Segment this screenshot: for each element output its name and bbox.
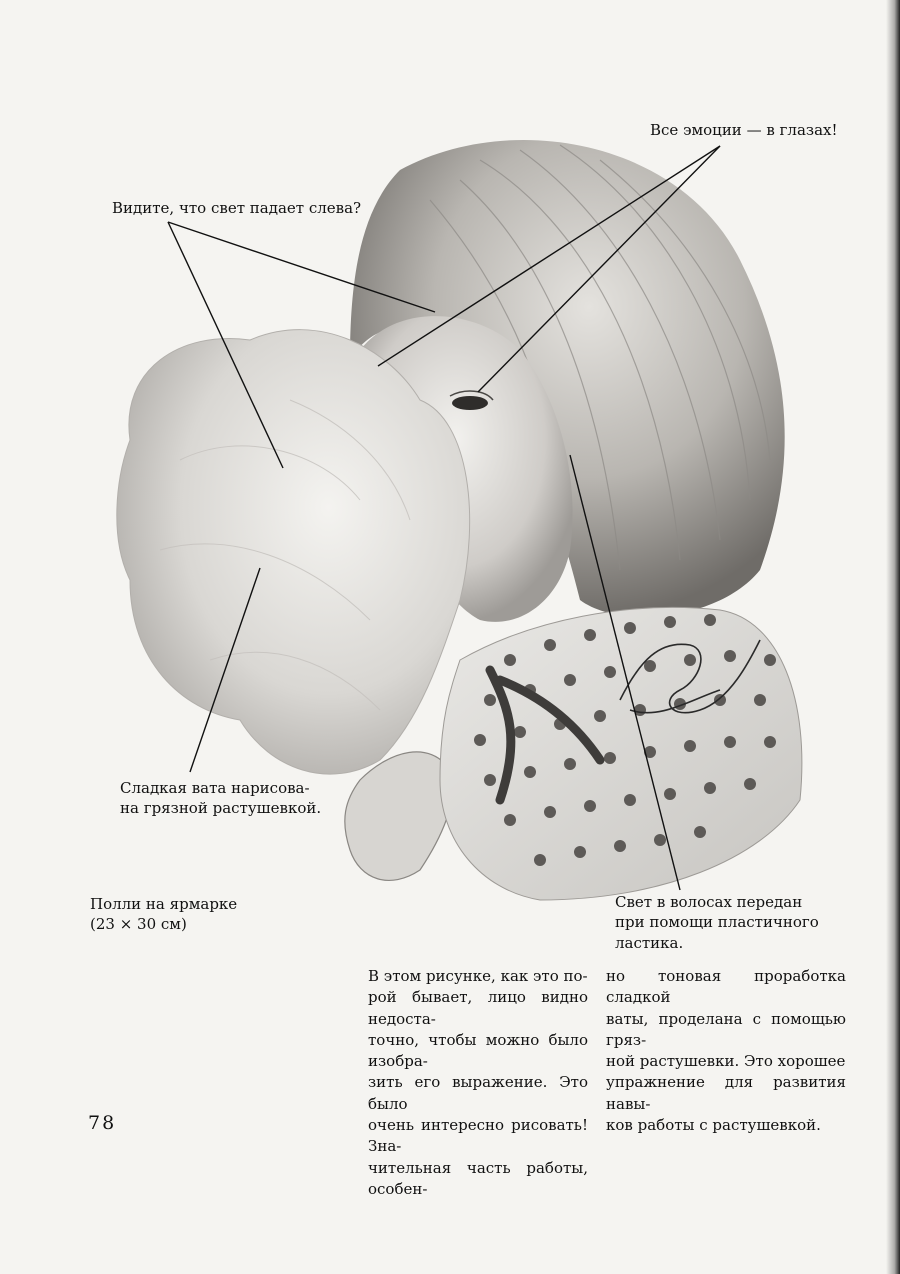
callout-hair-light — [615, 892, 819, 953]
callout-light-direction: Видите, что свет падает слева? — [112, 199, 362, 217]
polka-dot-scarf — [440, 607, 802, 900]
callout-hair-light-line3: ластика. — [615, 933, 684, 952]
body-line: ной растушевки. Это хорошее — [606, 1052, 846, 1071]
callout-hair-light-line1: Свет в волосах передан — [615, 893, 803, 911]
body-line: упражнение для развития навы- — [606, 1073, 846, 1113]
page-number: 78 — [88, 1112, 117, 1134]
body-line: точно, чтобы можно было изобра- — [368, 1030, 588, 1071]
body-line: чительная часть работы, особен- — [368, 1158, 588, 1198]
caption-size: (23 × 30 см) — [90, 915, 187, 934]
body-line: но тоновая проработка сладкой — [606, 967, 846, 1007]
body-line: ваты, проделана с помощью гряз- — [606, 1009, 846, 1049]
callout-emotions: Все эмоции — в глазах! — [650, 121, 838, 139]
body-text-column-2 — [606, 966, 846, 1136]
body-line: В этом рисунке, как это по- — [368, 967, 588, 985]
body-line: рой бывает, лицо видно недоста- — [368, 988, 588, 1028]
illustration-caption — [90, 894, 237, 935]
body-text-column-1 — [368, 966, 588, 1200]
body-line: зить его выражение. Это было — [368, 1073, 588, 1113]
pencil-drawing-illustration — [60, 100, 840, 960]
callout-cotton-candy-line1: Сладкая вата нарисова- — [120, 779, 310, 797]
cotton-candy-shape — [117, 330, 470, 774]
body-line: ков работы с растушевкой. — [606, 1116, 821, 1135]
page-edge-shadow — [886, 0, 900, 1274]
caption-title: Полли на ярмарке — [90, 895, 238, 913]
callout-cotton-candy-line2: на грязной растушевкой. — [120, 799, 322, 818]
body-line: очень интересно рисовать! Зна- — [368, 1116, 588, 1156]
callout-hair-light-line2: при помощи пластичного — [615, 913, 819, 932]
callout-cotton-candy — [120, 778, 321, 819]
hand-shape — [345, 752, 453, 881]
